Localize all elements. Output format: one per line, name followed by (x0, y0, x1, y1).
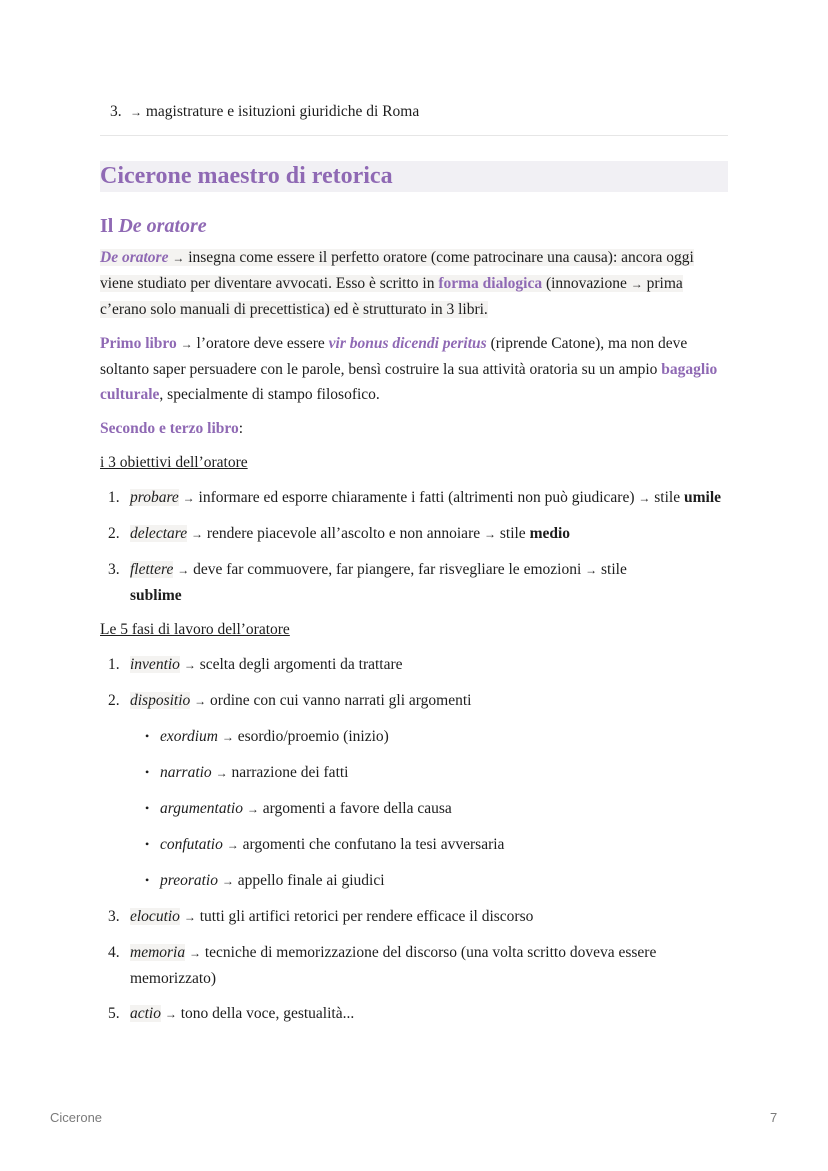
bold-term: forma dialogica (438, 275, 543, 292)
arrow-icon: → (246, 802, 259, 816)
arrow-icon: → (215, 766, 228, 780)
text: ordine con cui vanno narrati gli argomenti (210, 692, 472, 709)
list-item (100, 652, 728, 678)
list-number: 3. (110, 103, 122, 120)
style-name: umile (683, 489, 722, 506)
phases-list (100, 652, 728, 714)
text: insegna come essere il perfetto oratore (come patrocinare una causa): ancora oggi viene studiato per diventare avvocati. Esso è scritto in (100, 249, 694, 292)
item-text: magistrature e isituzioni giuridiche di Roma (145, 103, 420, 120)
colon: : (238, 420, 244, 437)
term: exordium (160, 728, 218, 745)
subsection-prefix: Il (100, 215, 114, 237)
list-item (100, 557, 728, 608)
text: tutti gli artifici retorici per rendere efficace il discorso (199, 908, 534, 925)
list-number: 1. (108, 656, 120, 673)
paragraph-primo-libro (100, 331, 728, 407)
bold-term: bagaglio culturale (100, 361, 718, 403)
arrow-icon: → (638, 491, 651, 505)
arrow-icon: → (172, 251, 185, 265)
list-item (100, 485, 728, 511)
arrow-icon: → (183, 658, 196, 672)
list-number: 2. (108, 525, 120, 542)
list-item (100, 904, 728, 930)
arrow-icon: → (630, 277, 643, 291)
objectives-heading: i 3 obiettivi dell’oratore (100, 454, 248, 471)
text: argomenti che confutano la tesi avversaria (242, 836, 505, 853)
arrow-icon: → (183, 910, 196, 924)
list-number: 1. (108, 489, 120, 506)
sublist-item (100, 868, 728, 894)
term: flettere (130, 561, 174, 578)
text: stile (654, 489, 681, 506)
arrow-icon: → (585, 563, 598, 577)
arrow-icon: → (483, 527, 496, 541)
arrow-icon: → (130, 105, 142, 119)
subsection-title (100, 212, 728, 240)
text: l’oratore deve essere (196, 335, 325, 352)
phases-heading: Le 5 fasi di lavoro dell’oratore (100, 621, 290, 638)
term: inventio (130, 656, 180, 673)
list-number: 3. (108, 561, 120, 578)
text: tono della voce, gestualità... (180, 1005, 355, 1022)
section-title: Cicerone maestro di retorica (100, 161, 728, 192)
list-item (100, 1001, 728, 1027)
footer-title: Cicerone (50, 1110, 103, 1125)
arrow-icon: → (180, 337, 193, 351)
style-name: medio (529, 525, 571, 542)
term: argumentatio (160, 800, 243, 817)
divider (100, 135, 728, 136)
term: preoratio (160, 872, 218, 889)
term: memoria (130, 944, 186, 961)
list-number: 3. (108, 908, 120, 925)
arrow-icon: → (188, 946, 201, 960)
list-item (100, 688, 728, 714)
text: esordio/proemio (inizio) (237, 728, 389, 745)
text: tecniche di memorizzazione del discorso (una volta scritto doveva essere memorizzato) (130, 944, 657, 987)
arrow-icon: → (221, 730, 234, 744)
term: dispositio (130, 692, 191, 709)
list-number: 5. (108, 1005, 120, 1022)
list-number: 2. (108, 692, 120, 709)
bullet-icon: • (145, 729, 150, 743)
term: Secondo e terzo libro (100, 420, 239, 437)
text: deve far commuovere, far piangere, far risvegliare le emozioni (193, 561, 582, 578)
text: stile (499, 525, 526, 542)
latin-phrase: vir bonus dicendi peritus (328, 335, 487, 352)
term: narratio (160, 764, 212, 781)
dispositio-sublist (100, 724, 728, 894)
term: confutatio (160, 836, 223, 853)
page-number: 7 (770, 1110, 778, 1125)
subsection-work-title: De oratore (118, 215, 207, 237)
arrow-icon: → (190, 527, 203, 541)
arrow-icon: → (182, 491, 195, 505)
term: probare (130, 489, 179, 506)
text: (innovazione (545, 275, 627, 292)
term: Primo libro (100, 335, 177, 352)
arrow-icon: → (164, 1007, 177, 1021)
bullet-icon: • (145, 801, 150, 815)
bullet-icon: • (145, 873, 150, 887)
text: (riprende Catone), ma non deve soltanto saper persuadere con le parole, bensì costruire la sua attività oratoria su un ampio (100, 335, 688, 378)
sublist-item (100, 832, 728, 858)
list-text (130, 98, 419, 126)
arrow-icon: → (177, 563, 190, 577)
paragraph-de-oratore (100, 245, 728, 322)
arrow-icon: → (194, 694, 207, 708)
term: actio (130, 1005, 161, 1022)
page-content (100, 98, 728, 1027)
term: elocutio (130, 908, 180, 925)
term: De oratore (100, 249, 169, 266)
arrow-icon: → (221, 874, 234, 888)
text: appello finale ai giudici (237, 872, 385, 889)
objectives-list (100, 485, 728, 608)
list-item (100, 940, 728, 991)
text: informare ed esporre chiaramente i fatti (altrimenti non può giudicare) (198, 489, 635, 506)
sublist-item (100, 760, 728, 786)
list-item (100, 98, 728, 126)
sublist-item (100, 724, 728, 750)
style-name: sublime (130, 587, 182, 604)
text: stile (601, 561, 627, 578)
term: delectare (130, 525, 188, 542)
text: rendere piacevole all’ascolto e non annoiare (206, 525, 481, 542)
sublist-item (100, 796, 728, 822)
text: narrazione dei fatti (231, 764, 349, 781)
bullet-icon: • (145, 837, 150, 851)
phases-list-continued (100, 904, 728, 1027)
text: argomenti a favore della causa (262, 800, 452, 817)
text: , specialmente di stampo filosofico. (159, 386, 380, 403)
list-item (100, 521, 728, 547)
bullet-icon: • (145, 765, 150, 779)
text: prima c’erano solo manuali di precettistica) ed è strutturato in 3 libri. (100, 275, 683, 318)
paragraph-secondo-terzo (100, 416, 728, 441)
arrow-icon: → (226, 838, 239, 852)
text: scelta degli argomenti da trattare (199, 656, 403, 673)
list-number: 4. (108, 944, 120, 961)
